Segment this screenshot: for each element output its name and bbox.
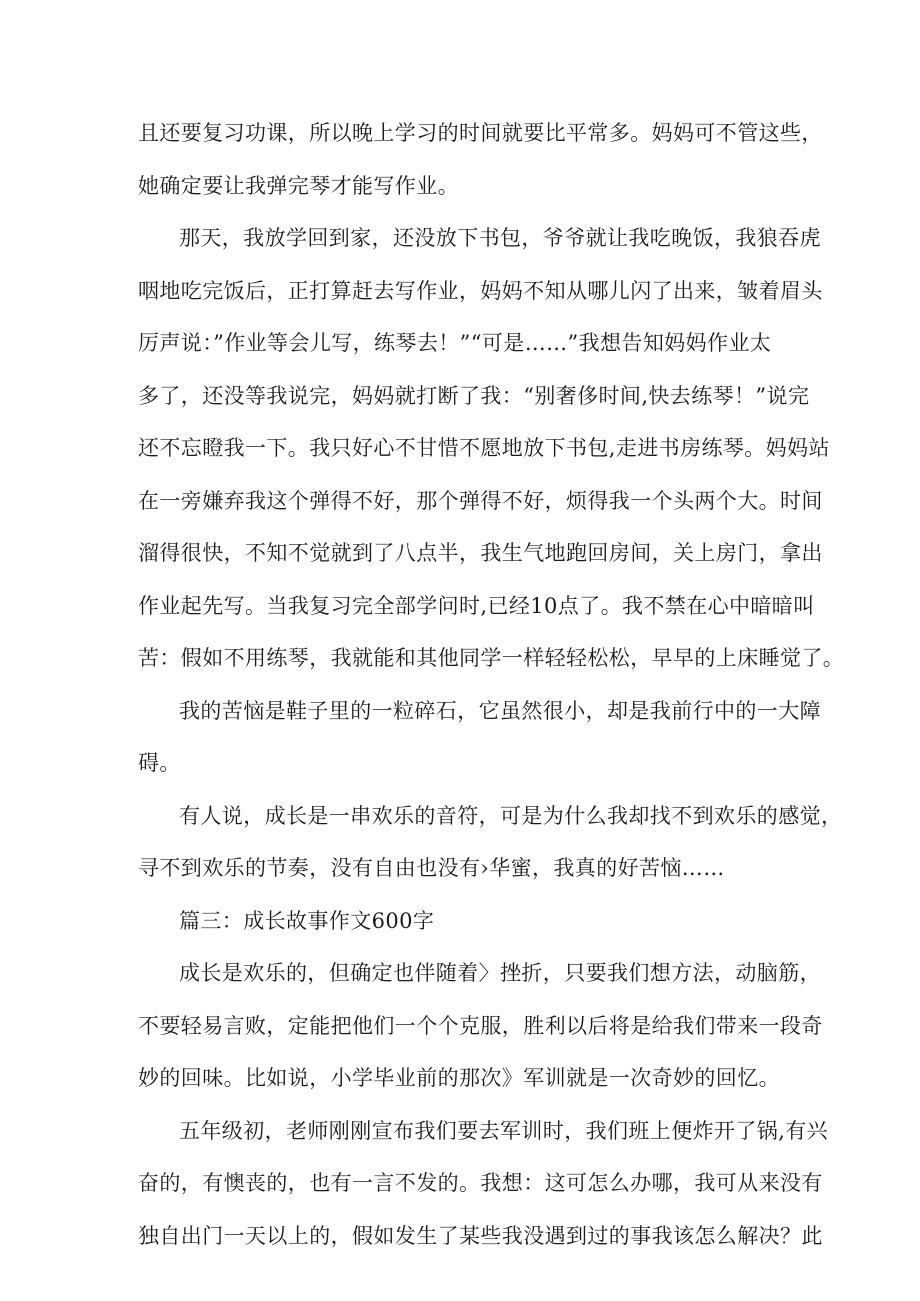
text-line: 五年级初，老师刚刚宣布我们要去军训时，我们班上便炸开了锅,有兴 bbox=[179, 1118, 829, 1143]
text-line: 奋的，有懊丧的，也有一言不发的。我想：这可怎么办哪，我可从来没有 bbox=[138, 1171, 823, 1195]
paragraph bbox=[138, 1105, 829, 1263]
heading-line: 篇三：成长故事作文600字 bbox=[179, 908, 435, 933]
text-line: 还不忘瞪我一下。我只好心不甘惜不愿地放下书包,走进书房练琴。妈妈站 bbox=[138, 436, 830, 460]
text-line: 那天，我放学回到家，还没放下书包，爷爷就让我吃晚饭，我狼吞虎 bbox=[179, 226, 821, 250]
text-line: 我的苦恼是鞋子里的一粒碎石，它虽然很小，却是我前行中的一大障 bbox=[179, 698, 821, 723]
document-body bbox=[138, 107, 845, 1262]
text-line: 她确定要让我弹完琴才能写作业。 bbox=[138, 173, 459, 198]
paragraph bbox=[138, 947, 823, 1105]
paragraph bbox=[138, 107, 823, 212]
text-line: 有人说，成长是一串欢乐的音符，可是为什么我却找不到欢乐的感觉， bbox=[179, 803, 843, 828]
text-line: 成长是欢乐的，但确定也伴随着〉挫折，只要我们想方法，动脑筋， bbox=[179, 961, 821, 985]
paragraph bbox=[138, 685, 821, 790]
paragraph bbox=[138, 790, 843, 895]
text-line: 苦：假如不用练琴，我就能和其他同学一样轻轻松松，早早的上床睡觉了。 bbox=[138, 646, 845, 670]
text-line: 咽地吃完饭后，正打算赶去写作业，妈妈不知从哪儿闪了出来，皱着眉头 bbox=[138, 278, 823, 303]
text-line: 且还要复习功课，所以晚上学习的时间就要比平常多。妈妈可不管这些， bbox=[138, 121, 823, 145]
text-line: 不要轻易言败，定能把他们一个个克服，胜利以后将是给我们带来一段奇 bbox=[138, 1013, 823, 1038]
section-heading bbox=[138, 895, 798, 948]
text-line: 厉声说：”作业等会儿写，练琴去！”“可是……”我想告知妈妈作业太 bbox=[138, 331, 772, 355]
text-line: 多了，还没等我说完，妈妈就打断了我：“别奢侈时间,快去练琴！”说完 bbox=[138, 383, 810, 408]
text-line: 寻不到欢乐的节奏，没有自由也没有›华蜜，我真的好苦恼…… bbox=[138, 856, 725, 880]
text-line: 作业起先写。当我复习完全部学问时,已经10点了。我不禁在心中暗暗叫 bbox=[138, 593, 815, 618]
paragraph bbox=[138, 212, 845, 685]
text-line: 妙的回味。比如说，小学毕业前的那次》军训就是一次奇妙的回忆。 bbox=[138, 1066, 780, 1090]
text-line: 在一旁嫌弃我这个弹得不好，那个弹得不好，烦得我一个头两个大。时间 bbox=[138, 488, 823, 513]
text-line: 溜得很快，不知不觉就到了八点半，我生气地跑回房间，关上房门，拿出 bbox=[138, 541, 823, 565]
text-line: 独自出门一天以上的，假如发生了某些我没遇到过的事我该怎么解决？此 bbox=[138, 1223, 823, 1248]
text-line: 碍。 bbox=[138, 751, 181, 775]
